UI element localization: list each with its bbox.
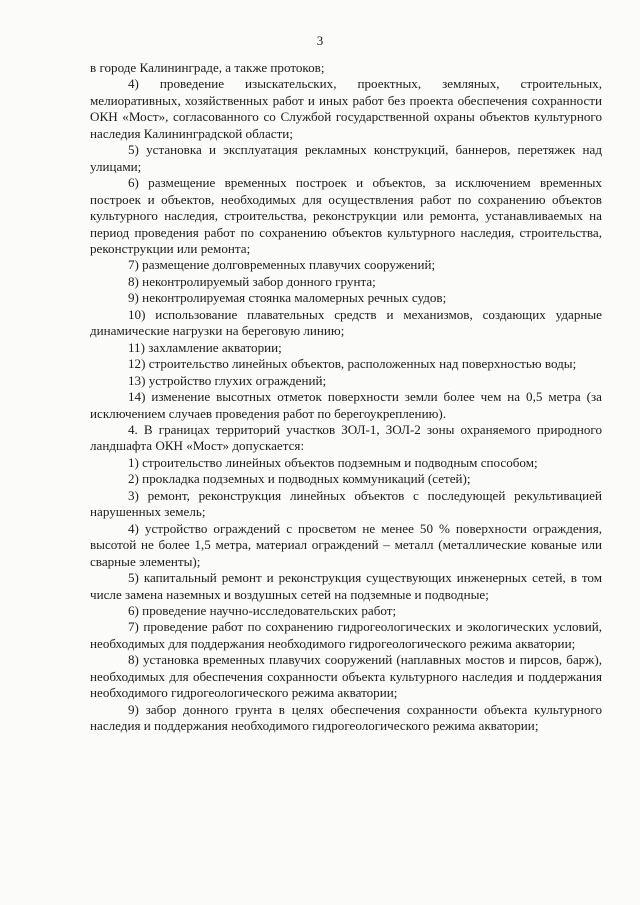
page-number: 3	[316, 33, 324, 48]
paragraph-item-5: 5) установка и эксплуатация рекламных конструкций, баннеров, перетяжек над улицами;	[90, 142, 602, 174]
paragraph-item-9: 9) неконтролируемая стоянка маломерных речных судов;	[128, 290, 447, 306]
allowed-item-6: 6) проведение научно-исследовательских работ;	[128, 602, 397, 618]
paragraph-item-6: 6) размещение временных построек и объектов, за исключением временных построек и объектов, необходимых для осуществления работ по сохранению объектов культурного наследия, строительства, реконструкции или ремонта, устанавливаемых на период проведения работ по сохранению объектов культурного наследия, строительства, реконструкции или ремонта;	[90, 175, 602, 256]
allowed-item-5: 5) капитальный ремонт и реконструкция существующих инженерных сетей, в том числе замена наземных и воздушных сетей на подземные и подводные;	[90, 570, 602, 602]
allowed-item-2: 2) прокладка подземных и подводных коммуникаций (сетей);	[128, 471, 471, 487]
paragraph-item-4: 4) проведение изыскательских, проектных, земляных, строительных, мелиоративных, хозяйственных работ и иных работ без проекта обеспечения сохранности ОКН «Мост», согласованного со Службой государственной охраны объектов культурного наследия Калининградской области;	[90, 76, 602, 141]
paragraph-item-12: 12) строительство линейных объектов, расположенных над поверхностью воды;	[128, 356, 577, 372]
paragraph-item-7: 7) размещение долговременных плавучих сооружений;	[128, 257, 436, 273]
paragraph-item-11: 11) захламление акватории;	[128, 339, 282, 355]
allowed-item-8: 8) установка временных плавучих сооружений (наплавных мостов и пирсов, барж), необходимых для обеспечения сохранности объекта культурного наследия и поддержания необходимого гидрогеологического режима акватории;	[90, 652, 602, 701]
allowed-item-4: 4) устройство ограждений с просветом не менее 50 % поверхности ограждения, высотой не более 1,5 метра, материал ограждений – металл (металлические кованые или сварные элементы);	[90, 520, 602, 569]
paragraph-item-10: 10) использование плавательных средств и механизмов, создающих ударные динамические нагрузки на береговую линию;	[90, 306, 602, 339]
paragraph-item-13: 13) устройство глухих ограждений;	[128, 372, 327, 388]
allowed-item-9: 9) забор донного грунта в целях обеспечения сохранности объекта культурного наследия и поддержания необходимого гидрогеологического режима акватории;	[90, 701, 602, 734]
allowed-item-7: 7) проведение работ по сохранению гидрогеологических и экологических условий, необходимых для поддержания необходимого гидрогеологического режима акватории;	[90, 619, 602, 651]
allowed-item-3: 3) ремонт, реконструкция линейных объектов с последующей рекультивацией нарушенных земель;	[90, 487, 602, 520]
paragraph-item-8: 8) неконтролируемый забор донного грунта;	[128, 273, 376, 289]
section-4-heading: 4. В границах территорий участков ЗОЛ-1, ЗОЛ-2 зоны охраняемого природного ландшафта ОКН «Мост» допускается:	[90, 421, 602, 454]
allowed-item-1: 1) строительство линейных объектов подземным и подводным способом;	[128, 454, 538, 470]
paragraph-continuation: в городе Калининграде, а также протоков;	[90, 60, 325, 75]
paragraph-item-14: 14) изменение высотных отметок поверхности земли более чем на 0,5 метра (за исключением случаев проведения работ по берегоукреплению).	[90, 389, 602, 421]
document-body	[90, 60, 602, 735]
